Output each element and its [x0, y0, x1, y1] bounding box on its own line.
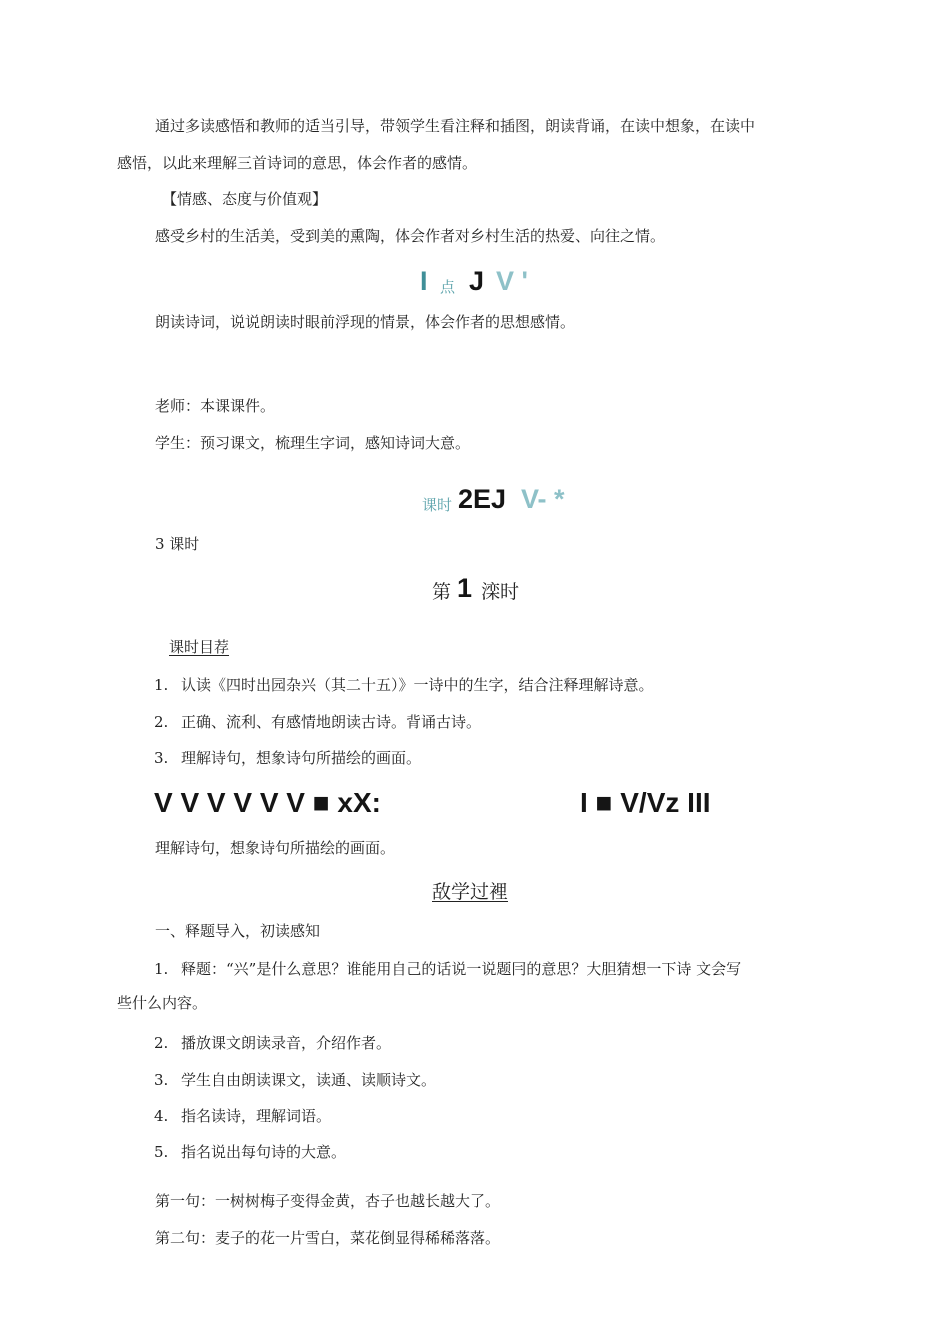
section-one-heading: 一、释题导入，初读感知 — [155, 922, 321, 940]
step-text: 指名说出每句诗的大意。 — [181, 1143, 347, 1161]
student-prep: 学生：预习课文，梳理生字词，感知诗词大意。 — [155, 434, 471, 452]
heading-glyph-c: V- * — [521, 484, 565, 514]
list-item-number: 2. — [154, 713, 169, 731]
step-number: 1. — [154, 960, 169, 978]
process-title: 敌学过裡 — [432, 881, 509, 903]
list-item-text: 理解诗句，想象诗句所描绘的画面。 — [181, 749, 422, 767]
heading-glyph-right: I ■ V/Vz III — [580, 787, 711, 818]
lesson-title-suffix: 滦时 — [481, 581, 520, 603]
step-number: 3. — [154, 1071, 169, 1089]
step-text: 学生自由朗读课文，读通、读顺诗文。 — [181, 1071, 437, 1089]
heading-glyph-c: J — [469, 266, 485, 296]
list-item-text: 认读《四时出园杂兴（其二十五）》一诗中的生字，结合注释理解诗意。 — [181, 676, 654, 694]
heading-glyph-a: I — [420, 266, 428, 296]
emotion-heading: 【情感、态度与价值观】 — [162, 190, 328, 208]
list-item-text: 正确、流利、有感情地朗读古诗。背诵古诗。 — [181, 713, 482, 731]
step-number: 4. — [154, 1107, 169, 1125]
hours-text: 3 课时 — [155, 535, 200, 553]
heading-glyph-a: 课时 — [422, 496, 453, 514]
step-text: 播放课文朗读录音，介绍作者。 — [181, 1034, 392, 1052]
step-number: 5. — [154, 1143, 169, 1161]
step-text-line-2: 些什么内容。 — [117, 994, 208, 1012]
list-item-number: 1. — [154, 676, 169, 694]
step-text: 指名读诗，理解词语。 — [181, 1107, 332, 1125]
teacher-prep: 老师：本课课件。 — [155, 397, 276, 415]
list-item-number: 3. — [154, 749, 169, 767]
key-point-paragraph: 朗读诗词，说说朗读时眼前浮现的情景，体会作者的思想感情。 — [155, 313, 576, 331]
emotion-paragraph: 感受乡村的生活美，受到美的熏陶，体会作者对乡村生活的热爱、向往之情。 — [155, 227, 666, 245]
heading-glyph-d: V ' — [496, 266, 528, 296]
lesson-title-number: 1 — [457, 573, 473, 603]
difficulty-paragraph: 理解诗句，想象诗句所描绘的画面。 — [155, 839, 396, 857]
step-number: 2. — [154, 1034, 169, 1052]
heading-glyph-left: V V V V V V ■ xX: — [154, 787, 381, 818]
method-paragraph-line-1: 通过多读感悟和教师的适当引导，带领学生看注释和插图，朗读背诵，在读中想象，在读中 — [155, 117, 756, 135]
lesson-title-prefix: 第 — [432, 581, 452, 603]
heading-glyph-b: 2EJ — [458, 484, 507, 514]
step-text-line-1: 释题：“兴”是什么意思？谁能用自己的话说一说题冃的意思？大胆猜想一下诗 文会写 — [181, 960, 742, 978]
method-paragraph-line-2: 感悟，以此来理解三首诗词的意思，体会作者的感情。 — [117, 154, 478, 172]
lesson-goals-label: 课时目荐 — [169, 638, 230, 656]
heading-glyph-b: 点 — [440, 278, 456, 296]
sentence-second: 第二句：麦子的花一片雪白，菜花倒显得稀稀落落。 — [155, 1229, 501, 1247]
sentence-first: 第一句：一树树梅子变得金黄，杏子也越长越大了。 — [155, 1192, 501, 1210]
